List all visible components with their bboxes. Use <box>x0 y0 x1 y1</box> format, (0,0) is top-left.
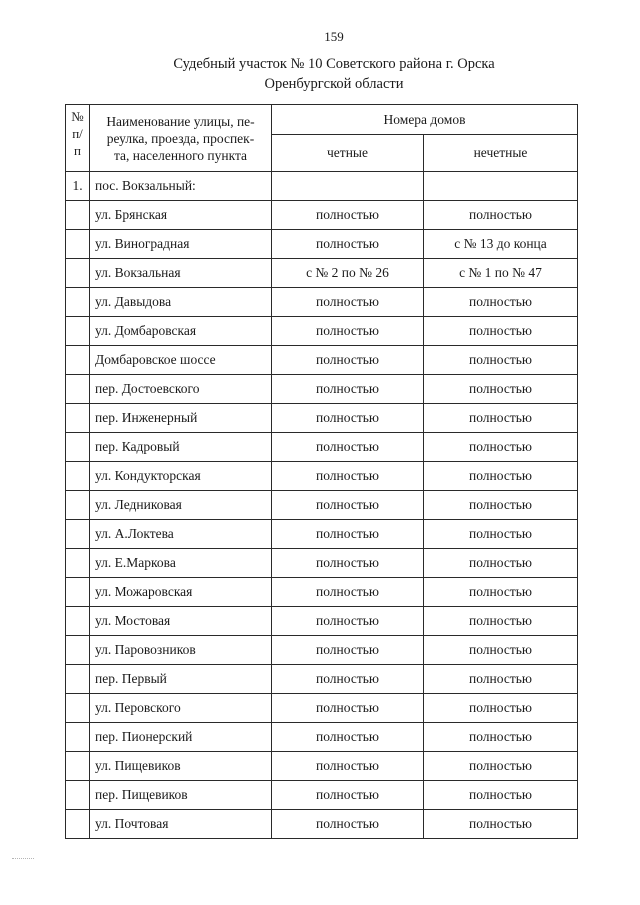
row-number <box>66 549 90 578</box>
odd-houses: полностью <box>424 723 578 752</box>
odd-houses: полностью <box>424 491 578 520</box>
even-houses: полностью <box>272 317 424 346</box>
table-row <box>66 317 578 346</box>
header-odd: нечетные <box>424 135 578 172</box>
odd-houses: полностью <box>424 404 578 433</box>
table-row <box>66 375 578 404</box>
row-number <box>66 607 90 636</box>
street-name: ул. Кондукторская <box>90 462 272 491</box>
table-row <box>66 549 578 578</box>
row-number <box>66 491 90 520</box>
row-number <box>66 433 90 462</box>
row-number <box>66 810 90 839</box>
table-header-row <box>66 105 578 135</box>
header-number-line-2: п/п <box>72 126 83 158</box>
table-row <box>66 781 578 810</box>
odd-houses: полностью <box>424 752 578 781</box>
even-houses: полностью <box>272 462 424 491</box>
street-name: ул. Паровозников <box>90 636 272 665</box>
street-name: пер. Достоевского <box>90 375 272 404</box>
row-number <box>66 636 90 665</box>
header-street-line-1: Наименование улицы, пе- <box>106 113 255 129</box>
odd-houses: полностью <box>424 346 578 375</box>
odd-houses: полностью <box>424 781 578 810</box>
table-row <box>66 346 578 375</box>
street-name: пер. Пищевиков <box>90 781 272 810</box>
even-houses: полностью <box>272 578 424 607</box>
header-street-line-3: та, населенного пункта <box>113 147 248 163</box>
odd-houses: полностью <box>424 549 578 578</box>
row-number <box>66 317 90 346</box>
even-houses: полностью <box>272 607 424 636</box>
street-name: ул. А.Локтева <box>90 520 272 549</box>
settlement-row <box>66 172 578 201</box>
settlement-number: 1. <box>66 172 90 201</box>
odd-houses: полностью <box>424 694 578 723</box>
table-row <box>66 462 578 491</box>
odd-houses: полностью <box>424 810 578 839</box>
odd-houses: с № 13 до конца <box>424 230 578 259</box>
settlement-even <box>272 172 424 201</box>
street-name: ул. Вокзальная <box>90 259 272 288</box>
table-row <box>66 665 578 694</box>
header-number-line-1: № <box>71 109 84 124</box>
even-houses: полностью <box>272 781 424 810</box>
row-number <box>66 520 90 549</box>
even-houses: полностью <box>272 810 424 839</box>
row-number <box>66 723 90 752</box>
street-name: пер. Инженерный <box>90 404 272 433</box>
header-house-numbers: Номера домов <box>272 105 578 135</box>
even-houses: с № 2 по № 26 <box>272 259 424 288</box>
odd-houses: полностью <box>424 201 578 230</box>
street-name: ул. Е.Маркова <box>90 549 272 578</box>
row-number <box>66 781 90 810</box>
even-houses: полностью <box>272 520 424 549</box>
table-row <box>66 607 578 636</box>
header-street-name <box>90 105 272 172</box>
odd-houses: с № 1 по № 47 <box>424 259 578 288</box>
street-name: ул. Почтовая <box>90 810 272 839</box>
table-row <box>66 694 578 723</box>
odd-houses: полностью <box>424 665 578 694</box>
table-row <box>66 230 578 259</box>
settlement-name: пос. Вокзальный: <box>90 172 272 201</box>
even-houses: полностью <box>272 201 424 230</box>
table-row <box>66 752 578 781</box>
odd-houses: полностью <box>424 288 578 317</box>
odd-houses: полностью <box>424 317 578 346</box>
even-houses: полностью <box>272 288 424 317</box>
street-name: пер. Первый <box>90 665 272 694</box>
document-title-line-2: Оренбургской области <box>264 76 404 92</box>
even-houses: полностью <box>272 346 424 375</box>
odd-houses: полностью <box>424 607 578 636</box>
header-even: четные <box>272 135 424 172</box>
table-row <box>66 259 578 288</box>
row-number <box>66 752 90 781</box>
even-houses: полностью <box>272 549 424 578</box>
row-number <box>66 230 90 259</box>
even-houses: полностью <box>272 230 424 259</box>
table-row <box>66 723 578 752</box>
street-name: ул. Виноградная <box>90 230 272 259</box>
street-name: ул. Брянская <box>90 201 272 230</box>
scan-artifact <box>12 858 34 861</box>
even-houses: полностью <box>272 491 424 520</box>
row-number <box>66 462 90 491</box>
row-number <box>66 578 90 607</box>
even-houses: полностью <box>272 404 424 433</box>
street-name: ул. Домбаровская <box>90 317 272 346</box>
street-name: ул. Давыдова <box>90 288 272 317</box>
address-table <box>65 104 578 839</box>
even-houses: полностью <box>272 375 424 404</box>
table-row <box>66 288 578 317</box>
even-houses: полностью <box>272 694 424 723</box>
even-houses: полностью <box>272 433 424 462</box>
even-houses: полностью <box>272 752 424 781</box>
header-number <box>66 105 90 172</box>
row-number <box>66 665 90 694</box>
row-number <box>66 259 90 288</box>
table-row <box>66 201 578 230</box>
row-number <box>66 404 90 433</box>
table-row <box>66 578 578 607</box>
page-number: 159 <box>324 29 344 44</box>
odd-houses: полностью <box>424 462 578 491</box>
row-number <box>66 201 90 230</box>
document-title-line-1: Судебный участок № 10 Советского района г. Орска <box>173 56 495 72</box>
settlement-odd <box>424 172 578 201</box>
street-name: пер. Кадровый <box>90 433 272 462</box>
odd-houses: полностью <box>424 433 578 462</box>
table-row <box>66 404 578 433</box>
table-row <box>66 636 578 665</box>
row-number <box>66 346 90 375</box>
street-name: пер. Пионерский <box>90 723 272 752</box>
even-houses: полностью <box>272 665 424 694</box>
table-row <box>66 433 578 462</box>
odd-houses: полностью <box>424 375 578 404</box>
street-name: Домбаровское шоссе <box>90 346 272 375</box>
odd-houses: полностью <box>424 520 578 549</box>
header-street-line-2: реулка, проезда, проспек- <box>106 130 255 146</box>
table-row <box>66 491 578 520</box>
street-name: ул. Мостовая <box>90 607 272 636</box>
table-row <box>66 520 578 549</box>
street-name: ул. Перовского <box>90 694 272 723</box>
row-number <box>66 288 90 317</box>
street-name: ул. Пищевиков <box>90 752 272 781</box>
row-number <box>66 375 90 404</box>
street-name: ул. Ледниковая <box>90 491 272 520</box>
even-houses: полностью <box>272 723 424 752</box>
odd-houses: полностью <box>424 578 578 607</box>
table-row <box>66 810 578 839</box>
document-title <box>14 54 640 94</box>
odd-houses: полностью <box>424 636 578 665</box>
even-houses: полностью <box>272 636 424 665</box>
street-name: ул. Можаровская <box>90 578 272 607</box>
row-number <box>66 694 90 723</box>
